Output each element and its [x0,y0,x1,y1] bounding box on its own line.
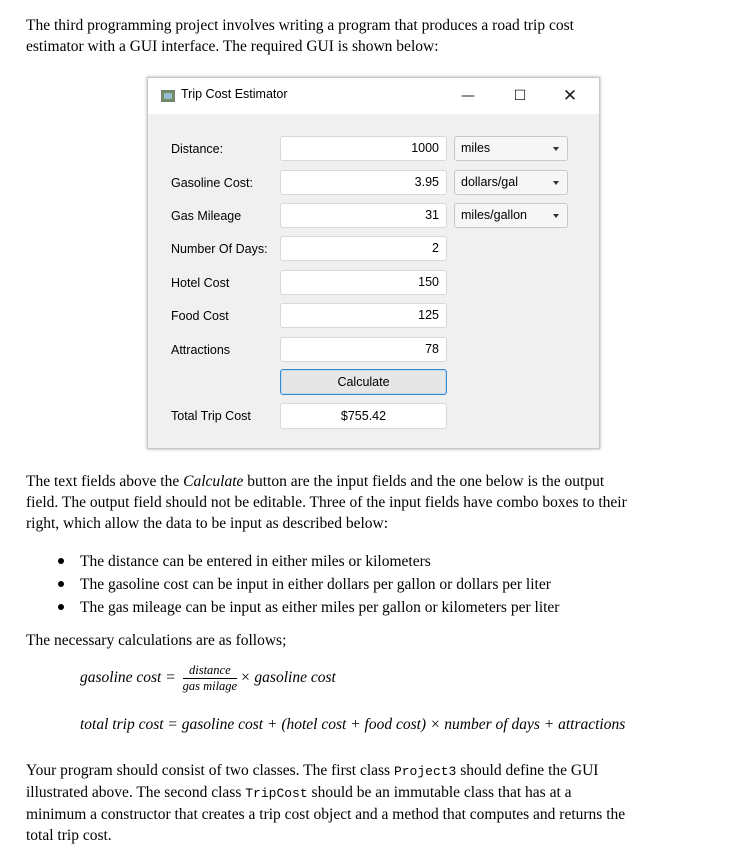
distance-field[interactable]: 1000 [280,136,447,161]
final-paragraph [26,760,736,846]
hotel-cost-label: Hotel Cost [171,276,230,290]
calculate-button[interactable]: Calculate [280,369,447,395]
gas-mileage-unit-value: miles/gallon [461,208,528,222]
list-item: The distance can be entered in either miles or kilometers [58,550,559,573]
gas-mileage-unit-combo[interactable] [454,203,568,228]
list-item: The gas mileage can be input as either miles per gallon or kilometers per liter [58,596,559,619]
distance-label: Distance: [171,142,224,156]
gasoline-cost-label: Gasoline Cost: [171,176,253,190]
final-line-3: minimum a constructor that creates a trip cost object and a method that computes and returns the [26,806,626,823]
attractions-field[interactable]: 78 [280,337,447,362]
attractions-label: Attractions [171,343,231,357]
trip-cost-window [147,77,600,449]
description-line-3: right, which allow the data to be input as described below: [26,515,389,532]
total-trip-cost-output: $755.42 [280,403,447,429]
calculate-emphasis: Calculate [183,473,244,490]
number-of-days-field[interactable]: 2 [280,236,447,261]
food-cost-label: Food Cost [171,309,229,323]
intro-line-2: estimator with a GUI interface. The required GUI is shown below: [26,38,439,55]
title-bar [148,78,599,114]
input-units-list [58,550,559,619]
chevron-down-icon [553,214,559,218]
gasoline-cost-field[interactable]: 3.95 [280,170,447,195]
maximize-icon[interactable]: ☐ [513,88,527,104]
gas-mileage-field[interactable]: 31 [280,203,447,228]
final-line-1: Your program should consist of two classes. The first class Project3 should define the GUI [26,762,599,779]
total-trip-cost-formula: total trip cost = gasoline cost + (hotel cost + food cost) × number of days + attractions [80,716,626,733]
close-icon[interactable]: ✕ [562,86,578,106]
food-cost-field[interactable]: 125 [280,303,447,328]
final-line-4: total trip cost. [26,827,112,844]
gasoline-cost-unit-combo[interactable] [454,170,568,195]
window-title: Trip Cost Estimator [181,87,288,101]
description-line-2: field. The output field should not be editable. Three of the input fields have combo boxes to their [26,494,627,511]
intro-line-1: The third programming project involves writing a program that produces a road trip cost [26,17,574,34]
minimize-icon[interactable]: — [461,88,475,104]
chevron-down-icon [553,147,559,151]
number-of-days-label: Number Of Days: [171,242,268,256]
distance-unit-value: miles [461,141,491,155]
chevron-down-icon [553,181,559,185]
calculations-intro: The necessary calculations are as follows; [26,632,287,649]
total-trip-cost-label: Total Trip Cost [171,409,251,423]
gasoline-cost-unit-value: dollars/gal [461,175,518,189]
gasoline-cost-formula: gasoline cost = $\frac{\text{distance}}{\text{gas milage}}$ × gasoline cost [80,663,336,693]
list-item: The gasoline cost can be input in either dollars per gallon or dollars per liter [58,573,559,596]
distance-unit-combo[interactable] [454,136,568,161]
description-line-1: The text fields above the Calculate button are the input fields and the one below is the output [26,473,605,490]
final-line-2: illustrated above. The second class TripCost should be an immutable class that has at a [26,784,572,801]
gas-mileage-label: Gas Mileage [171,209,242,223]
intro-paragraph [26,15,736,57]
class-name-tripcost: TripCost [245,786,308,801]
description-paragraph [26,471,736,534]
fraction: $\frac{\text{distance}}{\text{gas milage}}$ [182,663,238,693]
hotel-cost-field[interactable]: 150 [280,270,447,295]
app-icon [161,90,175,102]
class-name-project3: Project3 [393,764,457,779]
